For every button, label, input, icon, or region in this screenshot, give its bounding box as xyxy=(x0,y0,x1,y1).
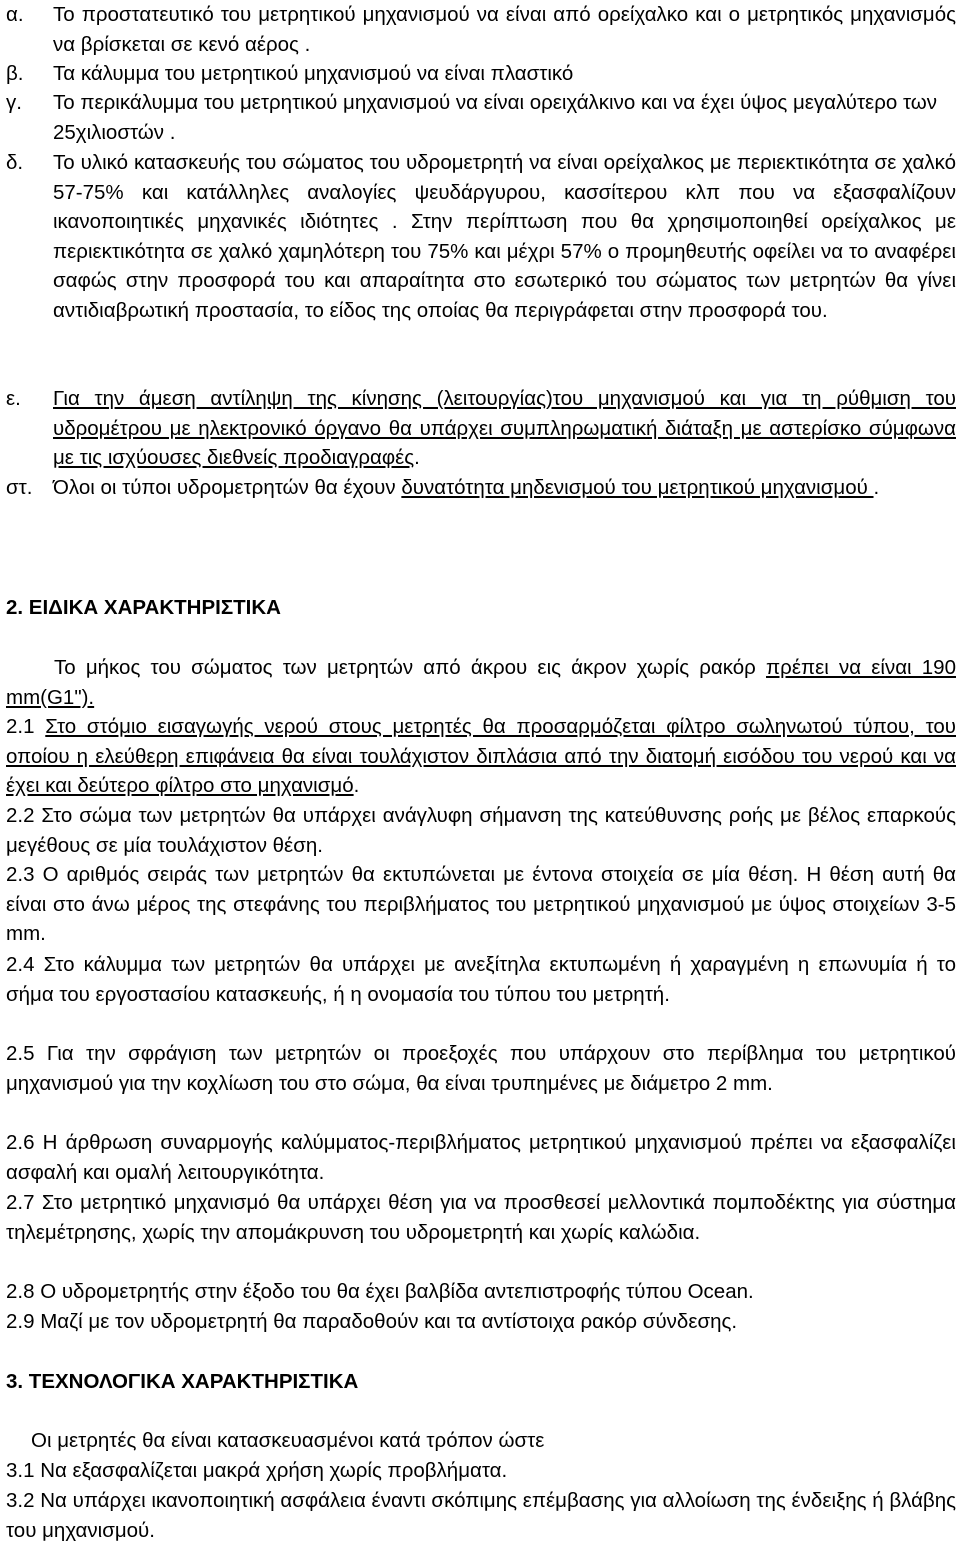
section-2-intro xyxy=(6,653,956,712)
list-label: β. xyxy=(6,62,24,85)
paragraph-2-9: 2.9 Μαζί με τον υδρομετρητή θα παραδοθούν και τα αντίστοιχα ρακόρ σύνδεσης. xyxy=(6,1310,738,1333)
paragraph-2-6: 2.6 Η άρθρωση συναρμογής καλύμματος-περιβλήματος μετρητικού μηχανισμού πρέπει να εξασφαλίζει ασφαλή και ομαλή λειτουργικότητα. xyxy=(6,1131,956,1184)
list-text: Τα κάλυμμα του μετρητικού μηχανισμού να είναι πλαστικό xyxy=(53,62,574,85)
paragraph-2-7: 2.7 Στο μετρητικό μηχανισμό θα υπάρχει θέση για να προσθεσεί μελλοντικά πομποδέκτης για σύστημα τηλεμέτρησης, χωρίς την απομάκρυνση του υδρομετρητή και χωρίς καλώδια. xyxy=(6,1191,956,1244)
trailing-punct: . xyxy=(353,774,360,797)
list-item-a xyxy=(6,0,956,59)
paragraph-3-1: 3.1 Να εξασφαλίζεται μακρά χρήση χωρίς προβλήματα. xyxy=(6,1459,508,1482)
underlined-text: Για την άμεση αντίληψη της κίνησης (λειτουργίας)του μηχανισμού και για τη ρύθμιση του υδρομέτρου με ηλεκτρονικό όργανο θα υπάρχει συμπληρωματική διάταξη με αστερίσκο σύμφωνα με τις ισχύουσες διεθνείς προδιαγραφές xyxy=(53,387,956,469)
underlined-text: Στο στόμιο εισαγωγής νερού στους μετρητές θα προσαρμόζεται φίλτρο σωληνωτού τύπου, του οποίου η ελεύθερη επιφάνεια θα είναι τουλάχιστον διπλάσια από την διατομή εισόδου του νερού και να έχει και δεύτερο φίλτρο στο μηχανισμό xyxy=(6,715,956,797)
paragraph-2-5: 2.5 Για την σφράγιση των μετρητών οι προεξοχές που υπάρχουν στο περίβλημα του μετρητικού μηχανισμού για την κοχλίωση του στο σώμα, θα είναι τρυπημένες με διάμετρο 2 mm. xyxy=(6,1042,956,1095)
section-2-heading: 2. ΕΙΔΙΚΑ ΧΑΡΑΚΤΗΡΙΣΤΙΚΑ xyxy=(6,596,281,619)
plain-text: Όλοι οι τύποι υδρομετρητών θα έχουν xyxy=(53,476,402,499)
section-3-heading: 3. ΤΕΧΝΟΛΟΓΙΚΑ ΧΑΡΑΚΤΗΡΙΣΤΙΚΑ xyxy=(6,1370,359,1393)
list-text xyxy=(53,473,956,503)
list-item-e xyxy=(6,384,956,473)
paragraph-2-2: 2.2 Στο σώμα των μετρητών θα υπάρχει ανάγλυφη σήμανση της κατεύθυνσης ροής με βέλος επαρκούς μεγέθους σε μία τουλάχιστον θέση. xyxy=(6,804,956,857)
paragraph-2-8: 2.8 Ο υδρομετρητής στην έξοδο του θα έχει βαλβίδα αντεπιστροφής τύπου Ocean. xyxy=(6,1280,754,1303)
list-label: γ. xyxy=(6,91,22,114)
section-3-intro: Οι μετρητές θα είναι κατασκευασμένοι κατά τρόπον ώστε xyxy=(31,1429,545,1452)
plain-text: Το μήκος του σώματος των μετρητών από άκρου εις άκρον χωρίς ρακόρ xyxy=(54,656,767,679)
paragraph-2-3: 2.3 Ο αριθμός σειράς των μετρητών θα εκτυπώνεται με έντονα στοιχεία σε μία θέση. Η θέση αυτή θα είναι στο άνω μέρος της στεφάνης του περιβλήματος του μετρητικού μηχανισμού με ύψος στοιχείων 3-5 mm. xyxy=(6,863,956,945)
list-text: Το υλικό κατασκευής του σώματος του υδρομετρητή να είναι ορείχαλκος με περιεκτικότητα σε χαλκό 57-75% και κατάλληλες αναλογίες ψευδάργυρου, κασσίτερου κλπ που να εξασφαλίζουν ικανοποιητικές μηχανικές ιδιότητες . Στην περίπτωση που θα χρησιμοποιηθεί ορείχαλκος με περιεκτικότητα σε χαλκό χαμηλότερη του 75% και μέχρι 57% ο προμηθευτής οφείλει να το αναφέρει σαφώς στην προσφορά του και απαραίτητα στο εσωτερικό του σώματος των μετρητών θα γίνει αντιδιαβρωτική προστασία, το είδος της οποίας θα περιγράφεται στην προσφορά του. xyxy=(53,151,956,322)
paragraph-3-2: 3.2 Να υπάρχει ικανοποιητική ασφάλεια έναντι σκόπιμης επέμβασης για αλλοίωση της ένδειξης ή βλάβης του μηχανισμού. xyxy=(6,1489,956,1542)
paragraph-2-4: 2.4 Στο κάλυμμα των μετρητών θα υπάρχει με ανεξίτηλα εκτυπωμένη ή χαραγμένη η επωνυμία ή το σήμα του εργοστασίου κατασκευής, ή η ονομασία του τύπου του μετρητή. xyxy=(6,953,956,1006)
list-item-b xyxy=(6,59,956,89)
list-item-d xyxy=(6,148,956,325)
underlined-text: πρέπει να είναι 190 mm(G1"). xyxy=(6,656,956,709)
paragraph-number: 2.1 xyxy=(6,715,46,738)
list-label: ε. xyxy=(6,387,21,410)
list-label: στ. xyxy=(6,476,33,499)
trailing-punct: . xyxy=(414,446,420,469)
list-item-c xyxy=(6,88,956,147)
list-text: Το περικάλυμμα του μετρητικού μηχανισμού να είναι ορειχάλκινο και να έχει ύψος μεγαλύτερο των 25χιλιοστών . xyxy=(53,91,938,144)
list-text xyxy=(53,384,956,473)
list-label: δ. xyxy=(6,151,24,174)
trailing-punct: . xyxy=(873,476,880,499)
paragraph-2-1 xyxy=(6,712,956,801)
list-item-st xyxy=(6,473,956,503)
list-label: α. xyxy=(6,3,24,26)
list-text: Το προστατευτικό του μετρητικού μηχανισμού να είναι από ορείχαλκο και ο μετρητικός μηχανισμός να βρίσκεται σε κενό αέρος . xyxy=(53,3,956,56)
underlined-text: δυνατότητα μηδενισμού του μετρητικού μηχανισμού xyxy=(401,476,874,499)
